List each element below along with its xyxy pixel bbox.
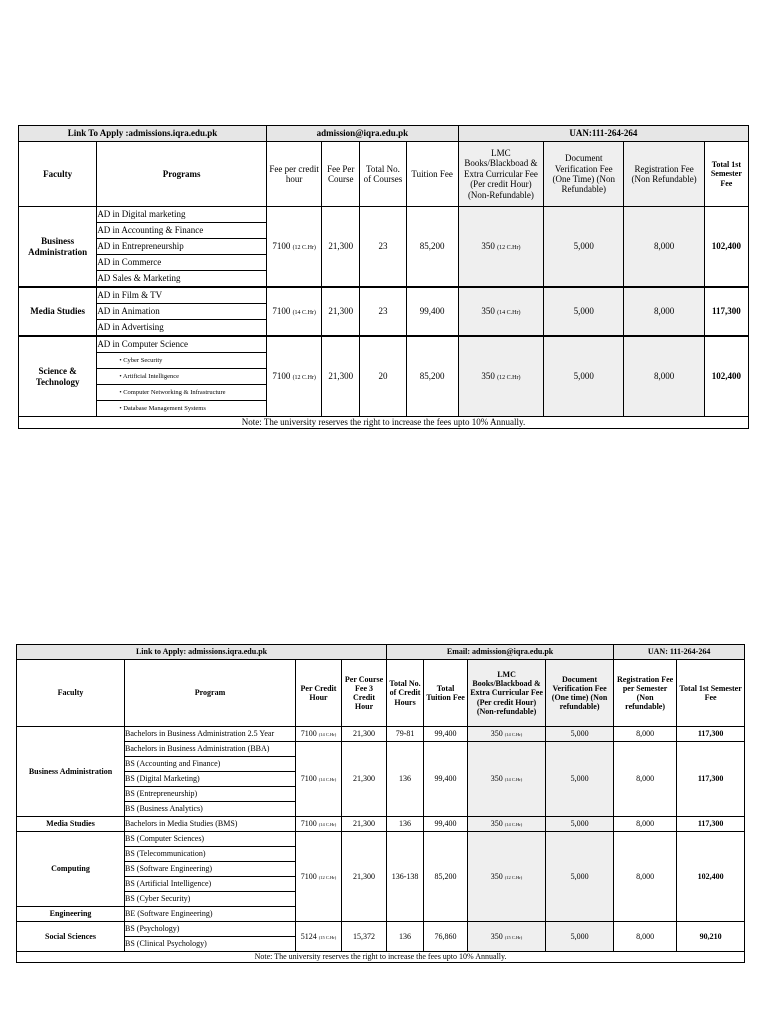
program-cell: BS (Accounting and Finance): [125, 757, 296, 772]
program-cell: BS (Psychology): [125, 922, 296, 937]
header-fee-per-credit: Fee per credit hour: [267, 142, 322, 207]
courses-cell: 23: [360, 207, 406, 288]
tuition-cell: 99,400: [424, 742, 468, 817]
faculty-cell: Media Studies: [19, 287, 97, 336]
fee-note: Note: The university reserves the right to increase the fees upto 10% Annually.: [19, 417, 749, 429]
lmc-cell: 350 (15 C.Hr): [468, 922, 546, 952]
course-fee-cell: 21,300: [322, 287, 360, 336]
faculty-cell: Media Studies: [17, 817, 125, 832]
credit-fee-cell: 7100 (14 C.Hr): [296, 727, 342, 742]
courses-cell: 23: [360, 287, 406, 336]
course-fee-cell: 21,300: [342, 817, 387, 832]
apply-link[interactable]: Link To Apply :admissions.iqra.edu.pk: [19, 126, 267, 142]
course-fee-cell: 15,372: [342, 922, 387, 952]
uan-number: UAN: 111-264-264: [614, 645, 745, 660]
total-fee-cell: 102,400: [677, 832, 745, 922]
apply-link[interactable]: Link to Apply: admissions.iqra.edu.pk: [17, 645, 387, 660]
tuition-cell: 85,200: [406, 207, 458, 288]
table-row: [19, 287, 749, 304]
course-fee-cell: 21,300: [342, 742, 387, 817]
header-program: Program: [125, 660, 296, 727]
credit-fee-cell: 5124 (15 C.Hr): [296, 922, 342, 952]
credit-hours-cell: 136-138: [387, 832, 424, 922]
document-fee-cell: 5,000: [546, 832, 614, 922]
header-per-course: Per Course Fee 3 Credit Hour: [342, 660, 387, 727]
header-total-courses: Total No. of Courses: [360, 142, 406, 207]
admission-email[interactable]: Email: admission@iqra.edu.pk: [387, 645, 614, 660]
header-registration-fee: Registration Fee (Non Refundable): [624, 142, 704, 207]
header-fee-per-course: Fee Per Course: [322, 142, 360, 207]
document-fee-cell: 5,000: [546, 817, 614, 832]
table-row: [17, 817, 745, 832]
program-cell: BS (Software Engineering): [125, 862, 296, 877]
program-cell: AD in Commerce: [97, 255, 267, 271]
faculty-cell: Science & Technology: [19, 336, 97, 417]
registration-fee-cell: 8,000: [624, 336, 704, 417]
total-fee-cell: 117,300: [677, 742, 745, 817]
associate-degree-fee-table: [18, 125, 749, 429]
header-tuition-fee: Tuition Fee: [406, 142, 458, 207]
header-faculty: Faculty: [17, 660, 125, 727]
table-row: [17, 922, 745, 937]
lmc-cell: 350 (14 C.Hr): [468, 742, 546, 817]
registration-fee-cell: 8,000: [614, 727, 677, 742]
credit-fee-cell: 7100 (14 C.Hr): [296, 742, 342, 817]
total-fee-cell: 117,300: [677, 817, 745, 832]
subprogram-cell: • Database Management Systems: [97, 401, 267, 417]
lmc-cell: 350 (14 C.Hr): [458, 287, 543, 336]
subprogram-cell: • Computer Networking & Infrastructure: [97, 385, 267, 401]
tuition-cell: 99,400: [424, 727, 468, 742]
credit-hours-cell: 136: [387, 922, 424, 952]
header-lmc-fee: LMC Books/Blackboad & Extra Curricular Fee (Per credit Hour) (Non-refundable): [468, 660, 546, 727]
total-fee-cell: 90,210: [677, 922, 745, 952]
credit-fee-cell: 7100 (12 C.Hr): [267, 207, 322, 288]
program-cell: AD Sales & Marketing: [97, 271, 267, 288]
subprogram-cell: • Artificial Intelligence: [97, 369, 267, 385]
program-cell: BE (Software Engineering): [125, 907, 296, 922]
program-cell: BS (Telecommunication): [125, 847, 296, 862]
course-fee-cell: 21,300: [342, 727, 387, 742]
registration-fee-cell: 8,000: [614, 817, 677, 832]
document-fee-cell: 5,000: [544, 287, 624, 336]
admission-email[interactable]: admission@iqra.edu.pk: [267, 126, 459, 142]
lmc-cell: 350 (14 C.Hr): [468, 817, 546, 832]
header-lmc-fee: LMC Books/Blackboad & Extra Curricular Fee (Per credit Hour) (Non-Refundable): [458, 142, 543, 207]
header-document-fee: Document Verification Fee (One time) (Non refundable): [546, 660, 614, 727]
header-total-fee: Total 1st Semester Fee: [677, 660, 745, 727]
faculty-cell: Business Administration: [17, 727, 125, 817]
tuition-cell: 85,200: [406, 336, 458, 417]
program-cell: AD in Accounting & Finance: [97, 223, 267, 239]
program-cell: AD in Advertising: [97, 320, 267, 337]
bachelor-fee-table: [16, 644, 745, 963]
faculty-cell: Business Administration: [19, 207, 97, 288]
faculty-cell: Engineering: [17, 907, 125, 922]
document-fee-cell: 5,000: [544, 336, 624, 417]
program-cell: AD in Animation: [97, 304, 267, 320]
credit-hours-cell: 136: [387, 742, 424, 817]
document-fee-cell: 5,000: [546, 922, 614, 952]
program-cell: BS (Cyber Security): [125, 892, 296, 907]
table-row: [17, 832, 745, 847]
fee-note: Note: The university reserves the right to increase the fees upto 10% Annually.: [17, 952, 745, 963]
tuition-cell: 85,200: [424, 832, 468, 922]
total-fee-cell: 102,400: [704, 207, 748, 288]
total-fee-cell: 117,300: [704, 287, 748, 336]
registration-fee-cell: 8,000: [624, 287, 704, 336]
lmc-cell: 350 (12 C.Hr): [468, 832, 546, 922]
credit-hours-cell: 136: [387, 817, 424, 832]
registration-fee-cell: 8,000: [614, 742, 677, 817]
program-cell: Bachelors in Media Studies (BMS): [125, 817, 296, 832]
program-cell: BS (Business Analytics): [125, 802, 296, 817]
document-fee-cell: 5,000: [546, 727, 614, 742]
table-row: [19, 207, 749, 223]
total-fee-cell: 117,300: [677, 727, 745, 742]
faculty-cell: Computing: [17, 832, 125, 907]
lmc-cell: 350 (14 C.Hr): [468, 727, 546, 742]
program-cell: BS (Digital Marketing): [125, 772, 296, 787]
program-cell: AD in Computer Science: [97, 336, 267, 353]
registration-fee-cell: 8,000: [614, 922, 677, 952]
program-cell: Bachelors in Business Administration 2.5 Year: [125, 727, 296, 742]
header-faculty: Faculty: [19, 142, 97, 207]
total-fee-cell: 102,400: [704, 336, 748, 417]
document-fee-cell: 5,000: [544, 207, 624, 288]
tuition-cell: 99,400: [406, 287, 458, 336]
credit-fee-cell: 7100 (12 C.Hr): [267, 336, 322, 417]
tuition-cell: 99,400: [424, 817, 468, 832]
course-fee-cell: 21,300: [322, 207, 360, 288]
credit-fee-cell: 7100 (14 C.Hr): [296, 817, 342, 832]
header-registration-fee: Registration Fee per Semester (Non refundable): [614, 660, 677, 727]
lmc-cell: 350 (12 C.Hr): [458, 336, 543, 417]
header-total-credit-hours: Total No. of Credit Hours: [387, 660, 424, 727]
header-total-fee: Total 1st Semester Fee: [704, 142, 748, 207]
header-document-fee: Document Verification Fee (One Time) (Non Refundable): [544, 142, 624, 207]
credit-fee-cell: 7100 (14 C.Hr): [267, 287, 322, 336]
header-per-credit: Per Credit Hour: [296, 660, 342, 727]
program-cell: AD in Entrepreneurship: [97, 239, 267, 255]
program-cell: BS (Computer Sciences): [125, 832, 296, 847]
registration-fee-cell: 8,000: [624, 207, 704, 288]
document-fee-cell: 5,000: [546, 742, 614, 817]
tuition-cell: 76,860: [424, 922, 468, 952]
program-cell: BS (Entrepreneurship): [125, 787, 296, 802]
table-row: [17, 742, 745, 757]
header-programs: Programs: [97, 142, 267, 207]
course-fee-cell: 21,300: [322, 336, 360, 417]
program-cell: AD in Film & TV: [97, 287, 267, 304]
credit-fee-cell: 7100 (12 C.Hr): [296, 832, 342, 922]
lmc-cell: 350 (12 C.Hr): [458, 207, 543, 288]
table-row: [19, 336, 749, 353]
uan-number: UAN:111-264-264: [458, 126, 748, 142]
header-tuition-fee: Total Tuition Fee: [424, 660, 468, 727]
program-cell: BS (Clinical Psychology): [125, 937, 296, 952]
program-cell: AD in Digital marketing: [97, 207, 267, 223]
subprogram-cell: • Cyber Security: [97, 353, 267, 369]
registration-fee-cell: 8,000: [614, 832, 677, 922]
course-fee-cell: 21,300: [342, 832, 387, 922]
faculty-cell: Social Sciences: [17, 922, 125, 952]
credit-hours-cell: 79-81: [387, 727, 424, 742]
program-cell: Bachelors in Business Administration (BBA): [125, 742, 296, 757]
courses-cell: 20: [360, 336, 406, 417]
program-cell: BS (Artificial Intelligence): [125, 877, 296, 892]
table-row: [17, 727, 745, 742]
